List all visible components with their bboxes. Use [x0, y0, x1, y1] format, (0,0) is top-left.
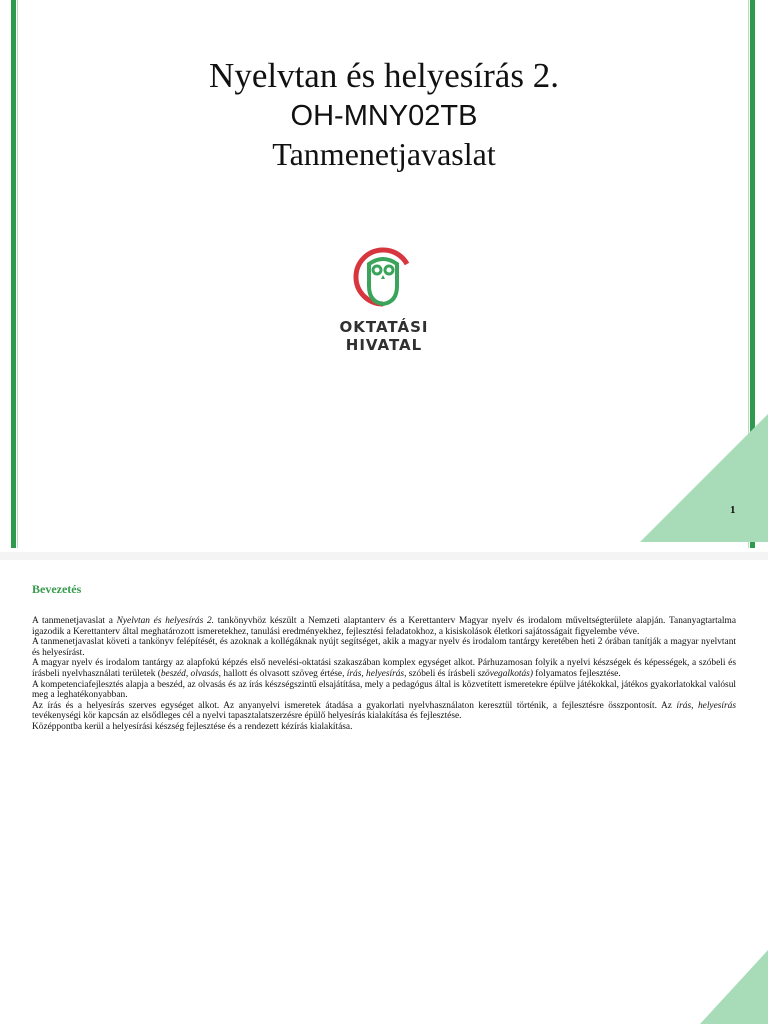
intro-paragraph: A tanmenetjavaslat követi a tankönyv felépítését, és azoknak a kollégáknak nyújt segítséget, akik a magyar nyelv és irodalom tantárgy keretében heti 2 órában tanítják a magyar nyelvtant és helyesírást. — [32, 637, 736, 658]
intro-page — [0, 560, 768, 1024]
intro-body — [32, 616, 736, 733]
corner-triangle-decoration — [700, 950, 768, 1024]
owl-logo-icon — [345, 246, 421, 310]
book-code: OH-MNY02TB — [290, 100, 478, 132]
intro-paragraph: A tanmenetjavaslat a Nyelvtan és helyesírás 2. tankönyvhöz készült a Nemzeti alaptanterv és a Kerettanterv Magyar nyelv és irodalom műveltségterülete alapján. Tananyagtartalma igazodik a Kerettanterv által meghatározott ismeretekhez, tanulási eredményekhez, fejlesztési feladatokhoz, a kisiskolások életkori sajátosságait figyelembe véve. — [32, 616, 736, 637]
section-heading: Bevezetés — [32, 582, 82, 596]
page-gap — [0, 552, 768, 560]
intro-paragraph: Középpontba kerül a helyesírási készség fejlesztése és a rendezett kézírás kialakítása. — [32, 721, 353, 732]
intro-paragraph: A kompetenciafejlesztés alapja a beszéd, az olvasás és az írás készségszintű elsajátítása, mely a pedagógus által is közvetített ismeretekre épülve játékokkal, játékos gyakorlatokkal valósul meg a leghatékonyabban. — [32, 679, 736, 701]
book-title: Nyelvtan és helyesírás 2. — [209, 56, 559, 95]
document-type: Tanmenetjavaslat — [272, 136, 496, 172]
intro-paragraph: Az írás és a helyesírás szerves egységet alkot. Az anyanyelvi ismeretek átadása a gyakorlati nyelvhasználaton keresztül történik, a fejlesztésre összpontosít. Az írás, helyesírás tevékenységi kör kapcsán az elsődleges cél a nyelvi tapasztalatszerzésre épülő helyesírás kialakítása és fejlesztése. — [32, 700, 736, 722]
intro-paragraph: A magyar nyelv és irodalom tantárgy az alapfokú képzés első nevelési-oktatási szakaszában komplex egységet alkot. Párhuzamosan folyik a nyelvi készségek és képességek, a szóbeli és írásbeli nyelvhasználati területek (beszéd, olvasás, hallott és olvasott szöveg értése, írás, helyesírás, szóbeli és írásbeli szövegalkotás) folyamatos fejlesztése. — [32, 658, 736, 679]
logo-text-line2: HIVATAL — [345, 336, 423, 354]
page-number: 1 — [730, 504, 736, 516]
corner-triangle-decoration — [640, 414, 768, 542]
logo-text-line1: OKTATÁSI — [339, 318, 429, 336]
